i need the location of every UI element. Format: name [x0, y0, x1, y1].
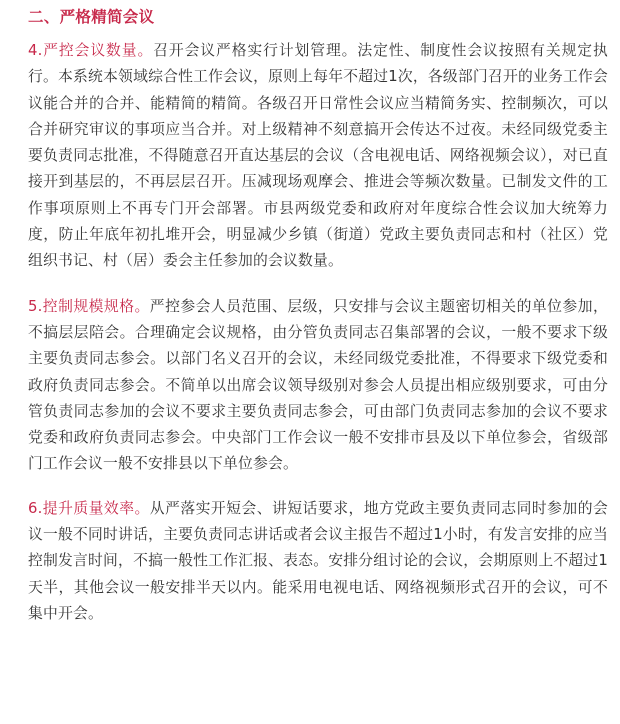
paragraph-meeting-scale — [28, 294, 608, 478]
paragraph-lead: 4.严控会议数量。 — [28, 42, 154, 59]
paragraph-body: 严控参会人员范围、层级，只安排与会议主题密切相关的单位参加，不搞层层陪会。合理确定会议规格，由分管负责同志召集部署的会议，一般不要求下级主要负责同志参会。以部门名义召开的会议，未经同级党委批准，不得要求下级党委和政府负责同志参会。不简单以出席会议领导级别对参会人员提出相应级别要求，可由分管负责同志参加的会议不要求主要负责同志参会，可由部门负责同志参加的会议不要求党委和政府负责同志参会。中央部门工作会议一般不安排市县及以下单位参会，省级部门工作会议一般不安排县以下单位参会。 — [28, 297, 608, 473]
paragraph-lead: 6.提升质量效率。 — [28, 499, 150, 517]
section-title: 二、严格精简会议 — [28, 8, 155, 26]
paragraph-meeting-efficiency — [28, 496, 608, 627]
paragraph-lead: 5.控制规模规格。 — [28, 297, 150, 315]
paragraph-body: 从严落实开短会、讲短话要求，地方党政主要负责同志同时参加的会议一般不同时讲话，主要负责同志讲话或者会议主报告不超过1小时，有发言安排的应当控制发言时间，不搞一般性工作汇报、表态。安排分组讨论的会议，会期原则上不超过1天半，其他会议一般安排半天以内。能采用电视电话、网络视频形式召开的会议，可不集中开会。 — [28, 499, 608, 622]
paragraph-meeting-quantity — [28, 38, 608, 275]
paragraph-body: 召开会议严格实行计划管理。法定性、制度性会议按照有关规定执行。本系统本领域综合性工作会议，原则上每年不超过1次，各级部门召开的业务工作会议能合并的合并、能精简的精简。各级召开日常性会议应当精简务实、控制频次，可以合并研究审议的事项应当合并。对上级精神不刻意搞开会传达不过夜。未经同级党委主要负责同志批准，不得随意召开直达基层的会议（含电视电话、网络视频会议），对已直接开到基层的，不再层层召开。压减现场观摩会、推进会等频次数量。已制发文件的工作事项原则上不再专门开会部署。市县两级党委和政府对年度综合性会议加大统筹力度，防止年底年初扎堆开会，明显减少乡镇（街道）党政主要负责同志和村（社区）党组织书记、村（居）委会主任参加的会议数量。 — [28, 42, 608, 270]
